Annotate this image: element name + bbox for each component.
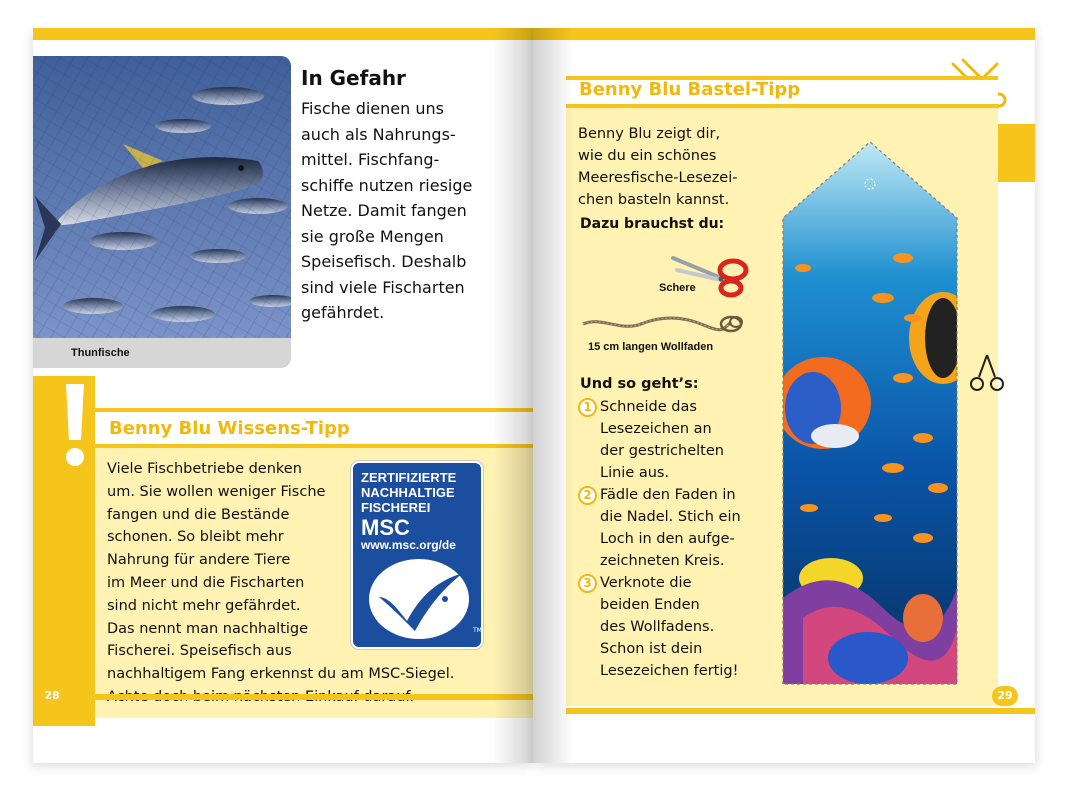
page-number: 29 bbox=[992, 686, 1018, 706]
body-line: gefährdet. bbox=[301, 303, 385, 322]
tipp-line: Das nennt man nachhaltige bbox=[107, 620, 308, 637]
step-number-1: 1 bbox=[578, 398, 597, 417]
step-line: Lesezeichen an bbox=[600, 421, 712, 437]
msc-line: MSC bbox=[361, 515, 410, 540]
msc-line: FISCHEREI bbox=[361, 500, 431, 515]
step-line: Lesezeichen fertig! bbox=[600, 663, 739, 679]
tuna-illustration bbox=[33, 56, 291, 338]
step-number-2: 2 bbox=[578, 486, 597, 505]
yarn-label: 15 cm langen Wollfaden bbox=[588, 341, 714, 353]
gutter-shade bbox=[493, 28, 533, 763]
msc-badge bbox=[351, 461, 483, 649]
msc-url: www.msc.org/de bbox=[361, 538, 456, 552]
fish-bookmark bbox=[773, 138, 967, 694]
bottom-bar bbox=[33, 694, 533, 700]
cut-scissors-icon bbox=[969, 353, 1005, 393]
step-line: zeichneten Kreis. bbox=[600, 553, 725, 569]
intro-line: Benny Blu zeigt dir, bbox=[578, 126, 721, 142]
gutter-shade bbox=[533, 28, 573, 763]
tipp-line: fangen und die Bestände bbox=[107, 506, 290, 523]
tipp-line: schonen. So bleibt mehr bbox=[107, 529, 284, 546]
bastel-tipp-heading: Benny Blu Bastel-Tipp bbox=[579, 79, 801, 100]
steps-heading: Und so geht’s: bbox=[580, 376, 699, 392]
body-line: Speisefisch. Deshalb bbox=[301, 252, 467, 271]
yarn-icon bbox=[581, 310, 751, 338]
tuna-caption: Thunfische bbox=[71, 347, 130, 359]
bottom-bar bbox=[566, 708, 1035, 714]
top-bar bbox=[533, 28, 1035, 40]
msc-tm: TM bbox=[473, 627, 482, 634]
right-page bbox=[533, 28, 1035, 763]
materials-heading: Dazu brauchst du: bbox=[580, 216, 725, 232]
step-number-3: 3 bbox=[578, 574, 597, 593]
body-line: schiffe nutzen riesige bbox=[301, 175, 473, 195]
page-number: 28 bbox=[39, 686, 65, 706]
step-line: Fädle den Faden in bbox=[600, 487, 736, 503]
left-page bbox=[33, 28, 533, 763]
intro-line: chen basteln kannst. bbox=[578, 192, 730, 208]
body-line: Fische dienen uns bbox=[301, 99, 444, 118]
msc-fish-tick-icon bbox=[367, 557, 471, 641]
tipp-bar-under bbox=[95, 444, 533, 448]
step-line: die Nadel. Stich ein bbox=[600, 509, 741, 525]
exclamation-icon bbox=[62, 384, 88, 468]
step-line: Verknote die bbox=[600, 575, 692, 591]
bastel-intro bbox=[578, 123, 738, 211]
body-text bbox=[301, 96, 472, 326]
tipp-line: sind nicht mehr gefährdet. bbox=[107, 597, 301, 614]
body-line: sie große Mengen bbox=[301, 226, 444, 246]
step-line: Loch in den aufge- bbox=[600, 531, 735, 547]
body-line: mittel. Fischfang- bbox=[301, 150, 440, 169]
tipp-line: um. Sie wollen weniger Fische bbox=[107, 483, 326, 500]
scissors-label: Schere bbox=[659, 282, 696, 294]
msc-line: ZERTIFIZIERTE bbox=[361, 470, 457, 485]
msc-line: NACHHALTIGE bbox=[361, 485, 455, 500]
bastel-bar-under bbox=[566, 104, 998, 108]
tipp-line: nachhaltigem Fang erkennst du am MSC-Siegel. bbox=[107, 666, 455, 683]
tipp-line: Nahrung für andere Tiere bbox=[107, 552, 291, 569]
step-line: beiden Enden bbox=[600, 597, 700, 613]
top-bar bbox=[33, 28, 533, 40]
body-line: sind viele Fischarten bbox=[301, 277, 465, 297]
step-line: der gestrichelten bbox=[600, 443, 724, 459]
step-line: Schon ist dein bbox=[600, 641, 703, 657]
tipp-line: Fischerei. Speisefisch aus bbox=[107, 643, 292, 660]
step-line: Schneide das bbox=[600, 399, 697, 415]
body-line: auch als Nahrungs- bbox=[301, 124, 456, 144]
tuna-icon bbox=[33, 56, 291, 338]
wissens-tipp-heading: Benny Blu Wissens-Tipp bbox=[109, 418, 350, 439]
intro-line: Meeresfische-Lesezei- bbox=[578, 170, 738, 186]
intro-line: wie du ein schönes bbox=[578, 148, 717, 164]
body-line: Netze. Damit fangen bbox=[301, 201, 467, 220]
step-line: des Wollfadens. bbox=[600, 619, 715, 635]
steps-list bbox=[600, 396, 741, 682]
page-title: In Gefahr bbox=[301, 66, 406, 90]
tipp-line: Viele Fischbetriebe denken bbox=[107, 461, 302, 477]
tuna-image-frame bbox=[33, 56, 291, 368]
tipp-line: im Meer und die Fischarten bbox=[107, 574, 305, 591]
step-line: Linie aus. bbox=[600, 465, 670, 481]
